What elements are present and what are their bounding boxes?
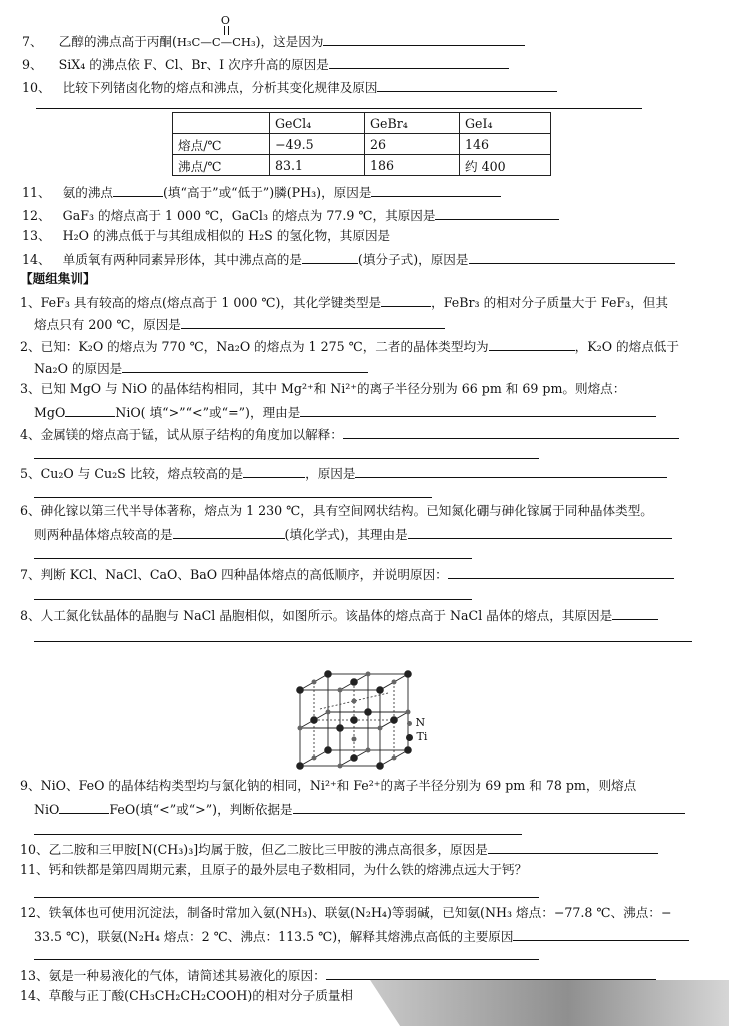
question-10: 10、 比较下列锗卤化物的熔点和沸点，分析其变化规律及原因 <box>22 78 557 95</box>
answer-blank[interactable] <box>65 403 115 417</box>
answer-blank[interactable] <box>343 425 679 439</box>
answer-blank[interactable] <box>435 206 559 220</box>
exercise-3-line-2: MgO NiO( 填“>”“<”或“=”)，理由是 <box>34 403 656 420</box>
answer-blank[interactable] <box>469 250 675 264</box>
answer-blank[interactable] <box>293 800 685 814</box>
exercise-9-line-1: 9、NiO、FeO 的晶体结构类型均与氯化钠的相同，Ni²⁺和 Fe²⁺的离子半径分别为 69 pm 和 78 pm，则熔点 <box>20 778 637 793</box>
answer-blank[interactable] <box>355 464 667 478</box>
exercise-5: 5、Cu₂O 与 Cu₂S 比较，熔点较高的是 ，原因是 <box>20 464 667 481</box>
exercise-3-line-1: 3、已知 MgO 与 NiO 的晶体结构相同，其中 Mg²⁺和 Ni²⁺的离子半径分别为 66 pm 和 69 pm。则熔点： <box>20 381 626 396</box>
answer-blank[interactable] <box>408 525 672 539</box>
answer-blank[interactable] <box>381 293 431 307</box>
answer-blank[interactable] <box>59 800 109 814</box>
answer-blank[interactable] <box>513 927 689 941</box>
answer-line[interactable] <box>34 599 472 600</box>
question-9: 9、 SiX₄ 的沸点依 F、Cl、Br、I 次序升高的原因是 <box>22 55 509 72</box>
section-title: 【题组集训】 <box>20 271 96 286</box>
answer-blank[interactable] <box>377 78 557 92</box>
exercise-2-line-2: Na₂O 的原因是 <box>34 359 368 376</box>
exercise-2-line-1: 2、已知：K₂O 的熔点为 770 ℃，Na₂O 的熔点为 1 275 ℃，二者的晶体类型均为 ，K₂O 的熔点低于 <box>20 339 679 354</box>
answer-blank[interactable] <box>302 250 358 264</box>
answer-blank[interactable] <box>612 606 658 620</box>
legend-n: N <box>407 716 425 729</box>
answer-line[interactable] <box>34 458 539 459</box>
answer-blank[interactable] <box>181 315 445 329</box>
exercise-4: 4、金属镁的熔点高于锰，试从原子结构的角度加以解释： <box>20 425 679 442</box>
question-11: 11、 氨的沸点 (填“高于”或“低于”)膦(PH₃)，原因是 <box>22 183 501 200</box>
answer-blank[interactable] <box>300 403 656 417</box>
question-7: 7、 乙醇的沸点高于丙酮( O H₃C—C—CH₃)，这是因为 <box>22 32 525 50</box>
ti-atom-icon <box>406 734 413 741</box>
answer-blank[interactable] <box>488 840 658 854</box>
answer-line[interactable] <box>34 834 522 835</box>
answer-line[interactable] <box>34 897 539 898</box>
answer-blank[interactable] <box>448 565 674 579</box>
exercise-14: 14、草酸与正丁酸(CH₃CH₂CH₂COOH)的相对分子质量相 <box>20 988 354 1003</box>
exercise-8: 8、人工氮化钛晶体的晶胞与 NaCl 晶胞相似，如图所示。该晶体的熔点高于 NaCl 晶体的熔点，其原因是 <box>20 606 658 623</box>
answer-line[interactable] <box>34 558 472 559</box>
answer-blank[interactable] <box>489 337 575 351</box>
exercise-7: 7、判断 KCl、NaCl、CaO、BaO 四种晶体熔点的高低顺序，并说明原因： <box>20 565 674 582</box>
acetone-structure: O H₃C—C—CH₃ <box>176 14 256 49</box>
n-atom-icon <box>407 721 412 726</box>
answer-blank[interactable] <box>329 55 509 69</box>
question-14: 14、 单质氧有两种同素异形体，其中沸点高的是 (填分子式)，原因是 <box>22 250 675 267</box>
exercise-12-line-2: 33.5 ℃)，联氨(N₂H₄ 熔点：2 ℃、沸点：113.5 ℃)，解释其熔沸点高低的主要原因 <box>34 927 689 944</box>
answer-blank[interactable] <box>173 525 285 539</box>
answer-line[interactable] <box>34 497 432 498</box>
table-row: 熔点/℃ −49.5 26 146 <box>173 134 551 155</box>
answer-blank[interactable] <box>323 32 525 46</box>
answer-blank[interactable] <box>371 183 501 197</box>
germanium-halide-table <box>172 112 551 176</box>
exercise-9-line-2: NiO FeO(填“<”或“>”)，判断依据是 <box>34 800 685 817</box>
answer-line[interactable] <box>36 108 642 109</box>
exercise-12-line-1: 12、铁氧体也可使用沉淀法，制备时常加入氨(NH₃)、联氨(N₂H₄)等弱碱，已知氨(NH₃ 熔点：−77.8 ℃、沸点：− <box>20 905 672 920</box>
exercise-6-line-1: 6、砷化镓以第三代半导体著称，熔点为 1 230 ℃，具有空间网状结构。已知氮化硼与砷化镓属于同种晶体类型。 <box>20 503 653 518</box>
exercise-6-line-2: 则两种晶体熔点较高的是 (填化学式)，其理由是 <box>34 525 672 542</box>
answer-blank[interactable] <box>326 966 656 980</box>
exercise-1-line-2: 熔点只有 200 ℃，原因是 <box>34 315 445 332</box>
page-curl <box>340 980 729 1026</box>
answer-line[interactable] <box>34 959 539 960</box>
question-13: 13、 H₂O 的沸点低于与其组成相似的 H₂S 的氢化物，其原因是 <box>22 228 391 243</box>
exercise-10: 10、乙二胺和三甲胺[N(CH₃)₃]均属于胺，但乙二胺比三甲胺的沸点高很多，原因是 <box>20 840 658 857</box>
answer-blank[interactable] <box>243 464 305 478</box>
table-header-row: GeCl₄ GeBr₄ GeI₄ <box>173 113 551 134</box>
answer-line[interactable] <box>34 641 692 642</box>
exercise-13: 13、氨是一种易液化的气体，请简述其易液化的原因： <box>20 966 656 983</box>
exercise-11: 11、钙和铁都是第四周期元素，且原子的最外层电子数相同，为什么铁的熔沸点远大于钙？ <box>20 862 528 877</box>
answer-blank[interactable] <box>113 183 163 197</box>
question-12: 12、 GaF₃ 的熔点高于 1 000 ℃，GaCl₃ 的熔点为 77.9 ℃，其原因是 <box>22 206 559 223</box>
exercise-1-line-1: 1、FeF₃ 具有较高的熔点(熔点高于 1 000 ℃)，其化学键类型是 ，FeBr₃ 的相对分子质量大于 FeF₃，但其 <box>20 295 668 310</box>
answer-blank[interactable] <box>122 359 368 373</box>
table-row: 沸点/℃ 83.1 186 约 400 <box>173 155 551 176</box>
legend-ti: Ti <box>406 730 427 743</box>
